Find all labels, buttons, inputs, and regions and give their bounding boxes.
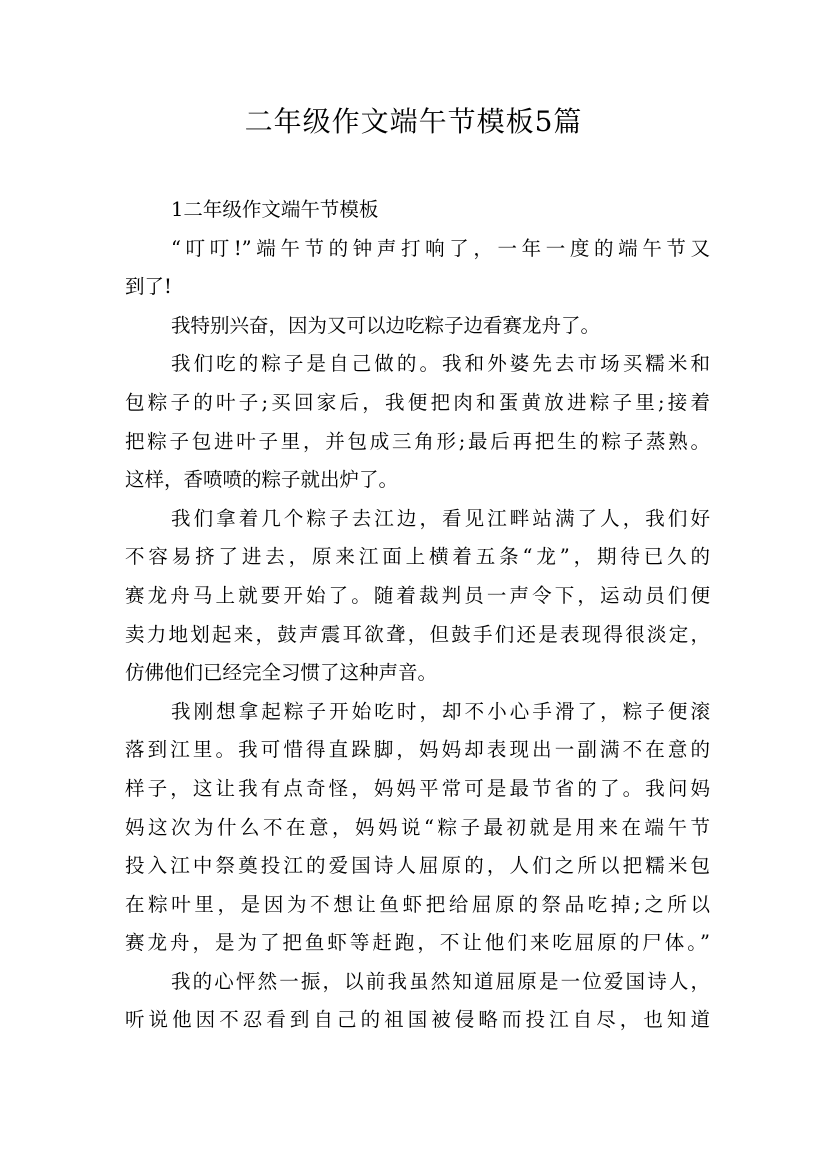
paragraph-line: 卖力地划起来，鼓声震耳欲聋，但鼓手们还是表现得很淡定， [125, 622, 710, 646]
document-body [125, 191, 710, 1040]
paragraph-line: 听说他因不忍看到自己的祖国被侵略而投江自尽，也知道 [125, 1008, 710, 1032]
paragraph-line: 落到江里。我可惜得直跺脚，妈妈却表现出一副满不在意的 [125, 738, 710, 762]
paragraph-line: 在粽叶里，是因为不想让鱼虾把给屈原的祭品吃掉;之所以 [125, 892, 710, 916]
paragraph-line: 我们吃的粽子是自己做的。我和外婆先去市场买糯米和 [171, 352, 710, 376]
paragraph-line: 把粽子包进叶子里，并包成三角形;最后再把生的粽子蒸熟。 [125, 429, 710, 453]
paragraph-line: 这样，香喷喷的粽子就出炉了。 [125, 468, 399, 492]
paragraph-line: 我刚想拿起粽子开始吃时，却不小心手滑了，粽子便滚 [171, 699, 710, 723]
paragraph-line: 赛龙舟马上就要开始了。随着裁判员一声令下，运动员们便 [125, 583, 710, 607]
document-title: 二年级作文端午节模板5篇 [244, 105, 583, 138]
paragraph-line: 我们拿着几个粽子去江边，看见江畔站满了人，我们好 [171, 506, 710, 530]
paragraph-line: 妈这次为什么不在意，妈妈说“粽子最初就是用来在端午节 [125, 815, 710, 839]
paragraph-line: 我的心怦然一振，以前我虽然知道屈原是一位爱国诗人， [171, 969, 710, 993]
paragraph-line: 仿佛他们已经完全习惯了这种声音。 [125, 661, 438, 685]
paragraph-line: “叮叮!”端午节的钟声打响了，一年一度的端午节又 [171, 236, 710, 260]
paragraph-line: 包粽子的叶子;买回家后，我便把肉和蛋黄放进粽子里;接着 [125, 390, 710, 414]
paragraph-line: 不容易挤了进去，原来江面上横着五条“龙”，期待已久的 [125, 545, 710, 569]
paragraph-line: 我特别兴奋，因为又可以边吃粽子边看赛龙舟了。 [171, 313, 601, 337]
paragraph-line: 到了! [125, 275, 172, 299]
paragraph-line: 样子，这让我有点奇怪，妈妈平常可是最节省的了。我问妈 [125, 776, 710, 800]
paragraph-line: 投入江中祭奠投江的爱国诗人屈原的，人们之所以把糯米包 [125, 854, 710, 878]
section-heading: 1二年级作文端午节模板 [171, 198, 379, 221]
paragraph-line: 赛龙舟，是为了把鱼虾等赶跑，不让他们来吃屈原的尸体。” [125, 931, 710, 955]
